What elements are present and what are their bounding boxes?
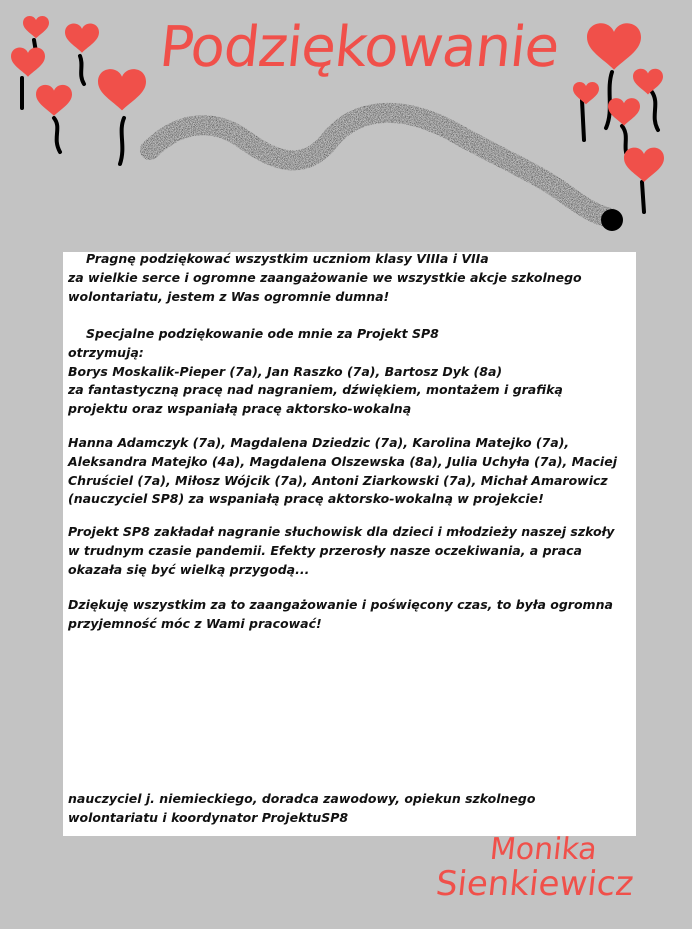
text-line: Chruściel (7a), Miłosz Wójcik (7a), Antoni Ziarkowski (7a), Michał Amarowicz	[68, 472, 608, 488]
signature-first-name: Monika	[488, 832, 599, 867]
text-line: otrzymują:	[68, 344, 144, 360]
author-role	[68, 790, 628, 828]
paragraph-special-thanks	[68, 325, 628, 419]
text-line: (nauczyciel SP8) za wspaniałą pracę aktorsko-wokalną w projekcie!	[68, 491, 544, 507]
text-line: Dziękuję wszystkim za to zaangażowanie i poświęcony czas, to była ogromna	[68, 597, 613, 612]
signature-last-name: Sienkiewicz	[433, 864, 636, 904]
paragraph-closing	[68, 596, 628, 634]
text-line: za fantastyczną pracę nad nagraniem, dźwiękiem, montażem i grafiką	[68, 382, 563, 398]
text-line: Borys Moskalik-Pieper (7a), Jan Raszko (7a), Bartosz Dyk (8a)	[68, 363, 503, 379]
text-line: wolontariatu, jestem z Was ogromnie dumna!	[68, 288, 390, 304]
paragraph-thanks	[68, 250, 628, 306]
text-line: nauczyciel j. niemieckiego, doradca zawodowy, opiekun szkolnego	[68, 791, 536, 806]
spray-squiggle	[150, 113, 623, 231]
paragraph-project	[68, 523, 628, 579]
text-line: przyjemność móc z Wami pracować!	[68, 615, 322, 631]
text-line: okazała się być wielką przygodą...	[68, 561, 310, 577]
text-line: Pragnę podziękować wszystkim uczniom klasy VIIIa i VIIa	[86, 251, 489, 266]
text-line: Aleksandra Matejko (4a), Magdalena Olszewska (8a), Julia Uchyła (7a), Maciej	[68, 453, 617, 469]
paragraph-actors	[68, 434, 628, 509]
text-line: za wielkie serce i ogromne zaangażowanie we wszystkie akcje szkolnego	[68, 269, 582, 285]
text-line: w trudnym czasie pandemii. Efekty przerosły nasze oczekiwania, a praca	[68, 542, 582, 558]
page-title: Podziękowanie	[156, 15, 562, 80]
text-line: Hanna Adamczyk (7a), Magdalena Dziedzic (7a), Karolina Matejko (7a),	[68, 435, 570, 450]
text-line: projektu oraz wspaniałą pracę aktorsko-wokalną	[68, 401, 412, 417]
text-line: Projekt SP8 zakładał nagranie słuchowisk dla dzieci i młodzieży naszej szkoły	[68, 524, 615, 539]
text-line: Specjalne podziękowanie ode mnie za Projekt SP8	[86, 326, 439, 341]
text-line: wolontariatu i koordynator ProjektuSP8	[68, 809, 349, 825]
balloons-left	[11, 16, 146, 164]
balloons-right	[573, 23, 664, 212]
